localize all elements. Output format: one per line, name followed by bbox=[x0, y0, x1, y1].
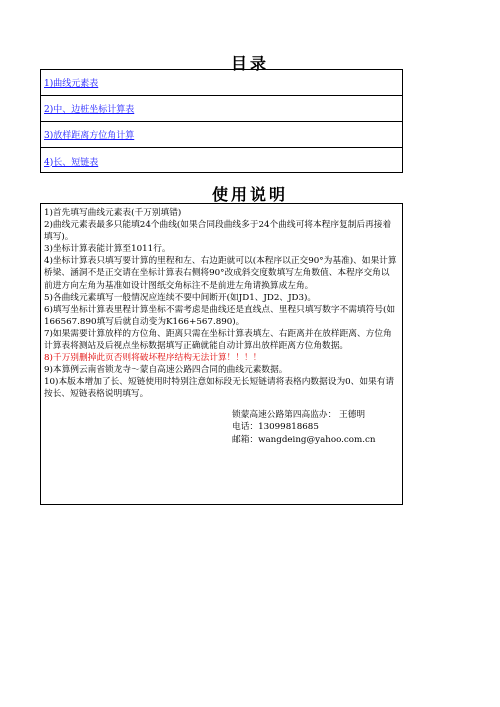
signature-org: 锁蒙高速公路第四高监办： 王德明 bbox=[232, 409, 366, 420]
usage-item: 5)各曲线元素填写一般情况应连续不要中间断开(如JD1、JD2、JD3)。 bbox=[44, 292, 317, 303]
usage-item: 10)本版本增加了长、短链使用时特别注意如标段无长短链请将表格内数据设为0、如果有请按长、短链表格说明填写。 bbox=[44, 377, 395, 400]
toc-title: 目录 bbox=[230, 54, 269, 73]
toc-row-stakeout-calc bbox=[41, 122, 402, 148]
link-coordinate-calc[interactable]: 2)中、边桩坐标计算表 bbox=[44, 105, 135, 115]
toc-row-coordinate-calc bbox=[41, 96, 402, 122]
toc-row-chain-table bbox=[41, 148, 402, 174]
usage-item: 2)曲线元素表最多只能填24个曲线(如果合同段曲线多于24个曲线可将本程序复制后再接着填写)。 bbox=[44, 220, 392, 243]
signature-block bbox=[44, 409, 398, 447]
usage-item: 6)填写坐标计算表里程计算坐标不需考虑是曲线还是直线点、里程只填写数字不需填符号(如166567.890填写后就自动变为K166+567.890)。 bbox=[44, 304, 396, 327]
toc-row-curve-elements bbox=[41, 70, 402, 96]
signature-phone: 电话：13099818685 bbox=[232, 422, 319, 433]
toc-table bbox=[40, 69, 403, 173]
link-chain-table[interactable]: 4)长、短链表 bbox=[44, 157, 99, 168]
usage-item: 1)首先填写曲线元素表(千万别填错) bbox=[44, 208, 182, 218]
link-curve-elements[interactable]: 1)曲线元素表 bbox=[44, 79, 99, 89]
usage-item: 4)坐标计算表只填写要计算的里程和左、右边距就可以(本程序以正交90°为基准)、如果计算桥梁、涵洞不是正交请在坐标计算表右侧将90°改成斜交度数填写左角数值、本程序交角以前进方向左角为基准如设计图纸交角标注不是前进左角请换算成左角。 bbox=[44, 256, 397, 291]
link-stakeout-calc[interactable]: 3)放样距离方位角计算 bbox=[44, 131, 135, 141]
usage-item: 9)本算例云南省锁龙寺～蒙自高速公路四合同的曲线元素数据。 bbox=[44, 365, 288, 376]
usage-instructions bbox=[40, 203, 403, 505]
signature-email: 邮箱：wangdeing@yahoo.com.cn bbox=[232, 434, 376, 445]
usage-item: 3)坐标计算表能计算至1011行。 bbox=[44, 244, 171, 255]
usage-item: 7)如果需要计算放样的方位角、距离只需在坐标计算表填左、右距离并在放样距离、方位角计算表将测站及后视点坐标数据填写正确就能自动计算出放样距离方位角数据。 bbox=[44, 328, 392, 352]
usage-title: 使用说明 bbox=[211, 185, 288, 204]
usage-warning: 8)千万别删掉此页否则将破坏程序结构无法计算！！！！ bbox=[44, 353, 262, 364]
